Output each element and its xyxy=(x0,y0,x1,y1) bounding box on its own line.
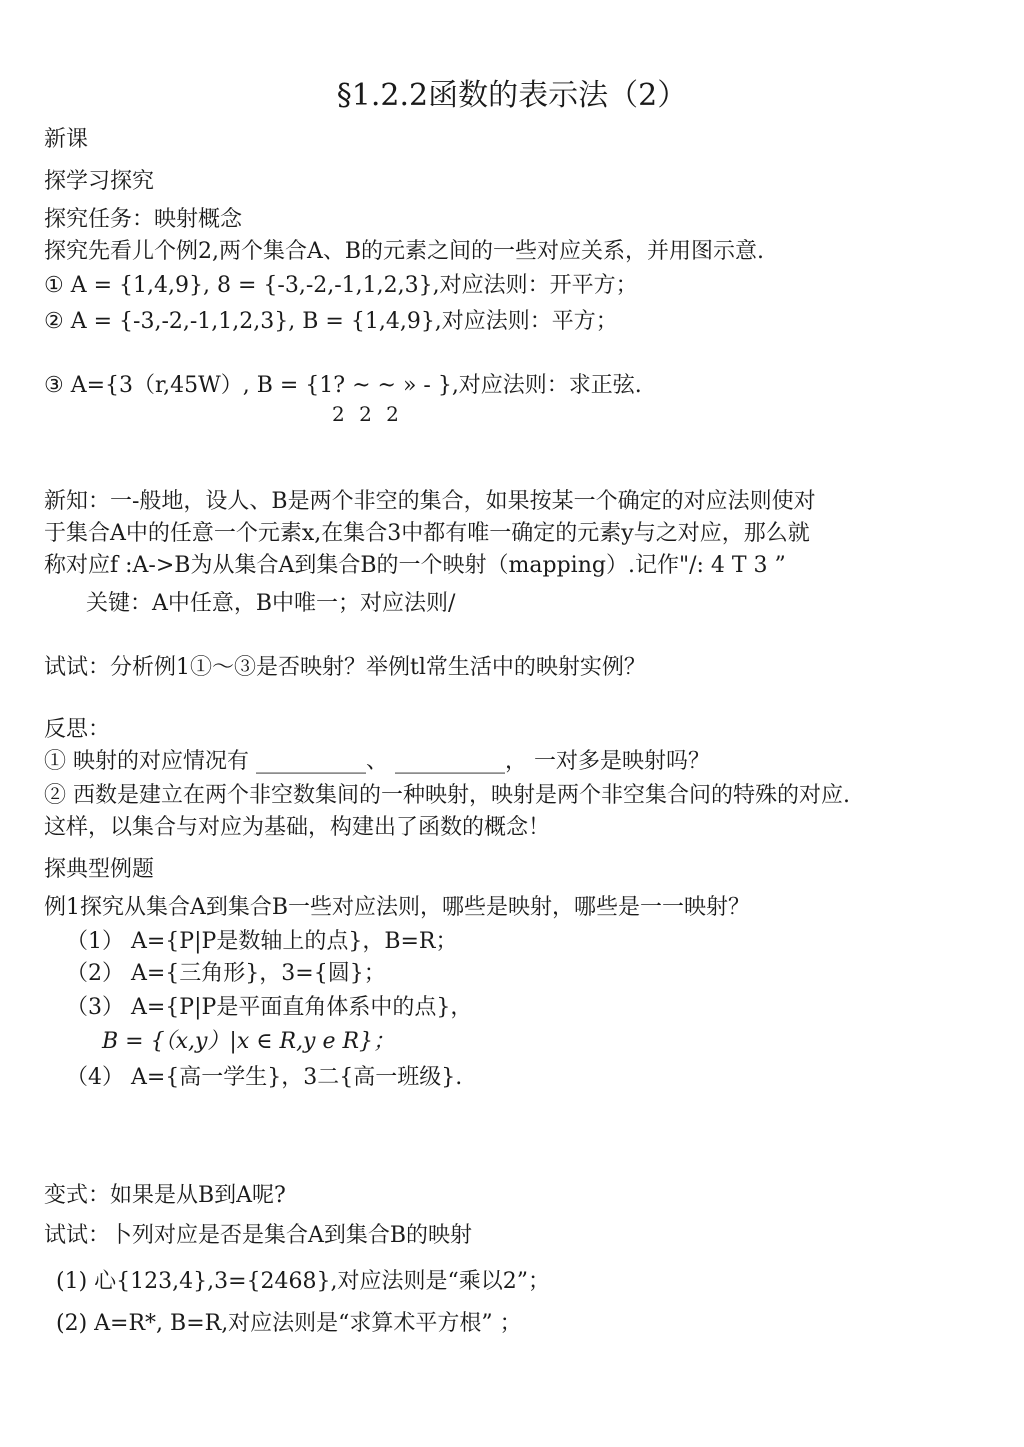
reflect-line-3: 这样，以集合与对应为基础，构建出了函数的概念！ xyxy=(44,815,551,840)
section-task: 探究任务：映射概念 xyxy=(44,207,243,232)
try-line-2: 试试：卜列对应是否是集合A到集合B的映射 xyxy=(44,1223,473,1248)
reflect-line-1: ① 映射的对应情况有 __________、 __________， 一对多是映射吗？ xyxy=(44,749,710,774)
try-2-item-2: (2) A=R*, B=R,对应法则是“求算术平方根” ； xyxy=(56,1311,522,1336)
reflect-line-2: ② 西数是建立在两个非空数集间的一种映射，映射是两个非空集合问的特殊的对应. xyxy=(44,783,850,808)
typical-examples-title: 探典型例题 xyxy=(44,857,155,882)
example-1: 例1探究从集合A到集合B一些对应法则，哪些是映射，哪些是一一映射？ xyxy=(44,895,751,920)
example-1-item-1: （1） A={P|P是数轴上的点}，B=R； xyxy=(66,929,458,954)
reflect-title: 反思： xyxy=(44,717,111,742)
example-line-2: ② A = {-3,-2,-1,1,2,3}, B = {1,4,9},对应法则：平方； xyxy=(44,309,618,334)
section-new-lesson: 新课 xyxy=(44,127,89,152)
section-explore: 探学习探究 xyxy=(44,169,155,194)
new-knowledge-line-3: 称对应f :A->B为从集合A到集合B的一个映射（mapping）.记作"/: 4 T 3 ” xyxy=(44,553,786,578)
try-line-1: 试试：分析例1①～③是否映射？举例tl常生活中的映射实例？ xyxy=(44,655,646,680)
example-1-item-4: （4） A={高一学生}，3二{高一班级}. xyxy=(66,1065,463,1090)
page-title: §1.2.2函数的表示法（2） xyxy=(336,78,688,113)
example-1-item-2: （2） A={三角形}，3={圆}； xyxy=(66,961,386,986)
example-line-1: ① A = {1,4,9}, 8 = {-3,-2,-1,1,2,3},对应法则：开平方； xyxy=(44,273,638,298)
example-line-3-subscript: 2 2 2 xyxy=(332,402,403,426)
example-1-item-3: （3） A={P|P是平面直角体系中的点}， xyxy=(66,995,473,1020)
new-knowledge-line-1: 新知：一-般地，设人、B是两个非空的集合，如果按某一个确定的对应法则使对 xyxy=(44,489,816,514)
new-knowledge-line-2: 于集合A中的任意一个元素x,在集合3中都有唯一确定的元素y与之对应，那么就 xyxy=(44,521,810,546)
try-2-item-1: (1) 心{123,4},3={2468},对应法则是“乘以2”； xyxy=(56,1269,551,1294)
section-intro: 探究先看儿个例2,两个集合A、B的元素之间的一些对应关系，并用图示意. xyxy=(44,239,765,264)
key-point: 关键：A中任意，B中唯一；对应法则/ xyxy=(86,591,456,616)
variant: 变式：如果是从B到A呢? xyxy=(44,1183,286,1208)
example-line-3: ③ A={3（r,45W）, B = {1? ~ ~ » - },对应法则：求正弦. xyxy=(44,373,642,398)
example-1-item-3-b: B = {（x,y）|x ∈ R,y e R}； xyxy=(102,1029,396,1054)
